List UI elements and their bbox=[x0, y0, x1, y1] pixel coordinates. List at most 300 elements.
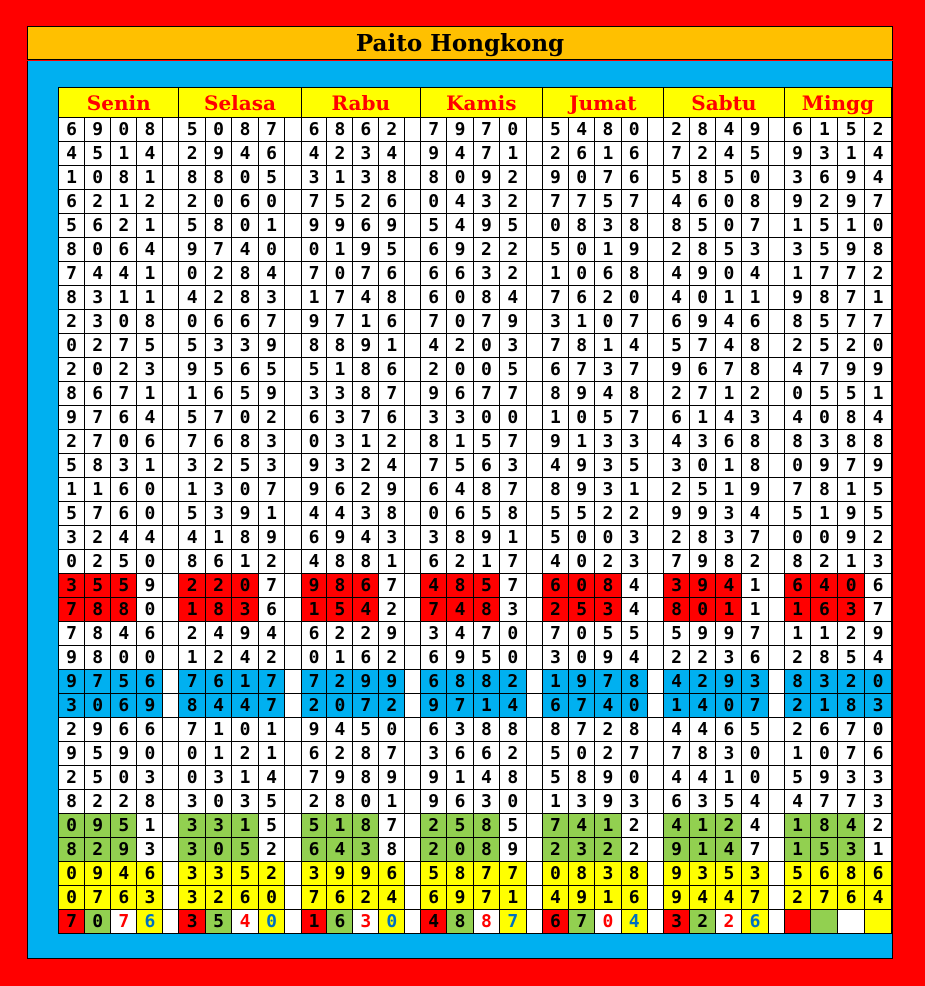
column-gap bbox=[405, 358, 421, 382]
digit-cell: 6 bbox=[865, 574, 892, 598]
paito-row bbox=[59, 166, 892, 190]
digit-cell: 1 bbox=[353, 310, 379, 334]
paito-row bbox=[59, 526, 892, 550]
digit-cell: 0 bbox=[716, 214, 742, 238]
digit-cell: 4 bbox=[865, 166, 892, 190]
digit-cell: 1 bbox=[784, 262, 811, 286]
digit-cell: 1 bbox=[742, 574, 768, 598]
digit-cell: 9 bbox=[59, 670, 85, 694]
digit-cell: 6 bbox=[232, 358, 258, 382]
column-gap bbox=[768, 550, 784, 574]
digit-cell: 8 bbox=[59, 838, 85, 862]
digit-cell: 4 bbox=[420, 574, 446, 598]
digit-cell: 0 bbox=[742, 742, 768, 766]
digit-cell: 3 bbox=[205, 766, 231, 790]
digit-cell: 1 bbox=[542, 670, 568, 694]
digit-cell: 5 bbox=[811, 310, 838, 334]
digit-cell: 2 bbox=[205, 886, 231, 910]
digit-cell: 1 bbox=[353, 430, 379, 454]
digit-cell: 7 bbox=[784, 478, 811, 502]
paito-row bbox=[59, 910, 892, 934]
column-gap bbox=[647, 118, 663, 142]
digit-cell: 9 bbox=[690, 550, 716, 574]
digit-cell: 8 bbox=[811, 286, 838, 310]
digit-cell: 0 bbox=[179, 310, 205, 334]
column-gap bbox=[768, 406, 784, 430]
digit-cell: 3 bbox=[690, 862, 716, 886]
digit-cell: 9 bbox=[621, 238, 647, 262]
digit-cell: 8 bbox=[327, 790, 353, 814]
column-gap bbox=[163, 646, 179, 670]
digit-cell: 3 bbox=[500, 454, 526, 478]
digit-cell: 8 bbox=[85, 598, 111, 622]
paito-row bbox=[59, 622, 892, 646]
digit-cell: 1 bbox=[301, 598, 327, 622]
digit-cell: 1 bbox=[569, 310, 595, 334]
digit-cell: 6 bbox=[232, 886, 258, 910]
column-gap bbox=[285, 142, 301, 166]
digit-cell: 4 bbox=[742, 262, 768, 286]
digit-cell: 4 bbox=[111, 526, 137, 550]
digit-cell: 9 bbox=[420, 790, 446, 814]
digit-cell: 8 bbox=[137, 790, 163, 814]
digit-cell: 8 bbox=[838, 430, 865, 454]
digit-cell: 5 bbox=[447, 814, 473, 838]
column-gap bbox=[285, 166, 301, 190]
digit-cell: 7 bbox=[301, 766, 327, 790]
digit-cell: 6 bbox=[232, 310, 258, 334]
column-gap bbox=[285, 238, 301, 262]
digit-cell: 2 bbox=[353, 190, 379, 214]
digit-cell: 6 bbox=[542, 358, 568, 382]
paito-row bbox=[59, 886, 892, 910]
digit-cell: 7 bbox=[85, 502, 111, 526]
digit-cell: 7 bbox=[716, 358, 742, 382]
digit-cell: 8 bbox=[784, 430, 811, 454]
digit-cell: 2 bbox=[663, 382, 689, 406]
digit-cell: 2 bbox=[59, 310, 85, 334]
digit-cell: 5 bbox=[716, 166, 742, 190]
digit-cell: 2 bbox=[59, 766, 85, 790]
digit-cell: 2 bbox=[500, 166, 526, 190]
digit-cell: 0 bbox=[111, 646, 137, 670]
digit-cell: 2 bbox=[716, 814, 742, 838]
digit-cell: 4 bbox=[447, 190, 473, 214]
digit-cell: 2 bbox=[865, 526, 892, 550]
digit-cell: 4 bbox=[327, 502, 353, 526]
digit-cell: 8 bbox=[621, 862, 647, 886]
column-gap bbox=[163, 142, 179, 166]
digit-cell: 7 bbox=[258, 670, 284, 694]
digit-cell: 5 bbox=[542, 238, 568, 262]
digit-cell: 9 bbox=[447, 646, 473, 670]
digit-cell: 1 bbox=[811, 118, 838, 142]
digit-cell: 1 bbox=[137, 262, 163, 286]
digit-cell: 1 bbox=[232, 550, 258, 574]
digit-cell: 5 bbox=[811, 838, 838, 862]
digit-cell: 9 bbox=[716, 670, 742, 694]
digit-cell: 5 bbox=[811, 238, 838, 262]
digit-cell: 3 bbox=[690, 790, 716, 814]
column-gap bbox=[285, 742, 301, 766]
digit-cell: 7 bbox=[301, 262, 327, 286]
paito-row bbox=[59, 118, 892, 142]
digit-cell: 0 bbox=[690, 454, 716, 478]
digit-cell: 5 bbox=[420, 214, 446, 238]
digit-cell: 4 bbox=[205, 694, 231, 718]
column-gap bbox=[163, 718, 179, 742]
digit-cell: 8 bbox=[85, 646, 111, 670]
column-gap bbox=[163, 454, 179, 478]
digit-cell: 6 bbox=[232, 190, 258, 214]
digit-cell: 7 bbox=[621, 358, 647, 382]
digit-cell: 8 bbox=[420, 166, 446, 190]
digit-cell: 1 bbox=[716, 382, 742, 406]
digit-cell: 6 bbox=[447, 502, 473, 526]
digit-cell: 6 bbox=[137, 430, 163, 454]
digit-cell: 2 bbox=[420, 814, 446, 838]
digit-cell: 5 bbox=[473, 646, 499, 670]
column-gap bbox=[768, 526, 784, 550]
digit-cell: 6 bbox=[327, 478, 353, 502]
digit-cell: 6 bbox=[111, 886, 137, 910]
digit-cell: 2 bbox=[865, 814, 892, 838]
digit-cell: 4 bbox=[137, 142, 163, 166]
digit-cell: 5 bbox=[327, 598, 353, 622]
digit-cell: 6 bbox=[447, 382, 473, 406]
digit-cell: 5 bbox=[420, 862, 446, 886]
digit-cell: 5 bbox=[500, 214, 526, 238]
digit-cell: 4 bbox=[784, 406, 811, 430]
page-title: Paito Hongkong bbox=[27, 26, 893, 60]
digit-cell: 4 bbox=[690, 766, 716, 790]
digit-cell: 5 bbox=[111, 670, 137, 694]
digit-cell: 7 bbox=[595, 166, 621, 190]
digit-cell: 5 bbox=[111, 550, 137, 574]
digit-cell: 3 bbox=[595, 862, 621, 886]
digit-cell: 8 bbox=[838, 406, 865, 430]
digit-cell: 7 bbox=[663, 142, 689, 166]
digit-cell: 9 bbox=[838, 526, 865, 550]
digit-cell: 9 bbox=[137, 574, 163, 598]
digit-cell: 5 bbox=[258, 358, 284, 382]
column-gap bbox=[285, 310, 301, 334]
digit-cell: 3 bbox=[663, 910, 689, 934]
paito-row bbox=[59, 142, 892, 166]
digit-cell: 3 bbox=[784, 166, 811, 190]
digit-cell: 3 bbox=[205, 862, 231, 886]
column-gap bbox=[526, 118, 542, 142]
digit-cell: 3 bbox=[621, 790, 647, 814]
column-gap bbox=[163, 310, 179, 334]
column-gap bbox=[647, 622, 663, 646]
digit-cell: 7 bbox=[379, 814, 405, 838]
digit-cell: 6 bbox=[137, 862, 163, 886]
digit-cell: 7 bbox=[258, 694, 284, 718]
digit-cell: 4 bbox=[621, 910, 647, 934]
digit-cell: 3 bbox=[179, 790, 205, 814]
digit-cell: 3 bbox=[301, 862, 327, 886]
column-gap bbox=[647, 358, 663, 382]
digit-cell: 5 bbox=[179, 502, 205, 526]
digit-cell: 0 bbox=[327, 262, 353, 286]
column-gap bbox=[647, 190, 663, 214]
digit-cell: 4 bbox=[542, 886, 568, 910]
digit-cell: 6 bbox=[811, 166, 838, 190]
digit-cell: 1 bbox=[179, 598, 205, 622]
digit-cell: 3 bbox=[865, 550, 892, 574]
column-gap bbox=[768, 166, 784, 190]
digit-cell: 2 bbox=[473, 238, 499, 262]
digit-cell: 9 bbox=[811, 454, 838, 478]
digit-cell: 7 bbox=[690, 382, 716, 406]
digit-cell: 0 bbox=[85, 238, 111, 262]
digit-cell: 4 bbox=[663, 670, 689, 694]
digit-cell: 4 bbox=[542, 454, 568, 478]
digit-cell: 1 bbox=[716, 598, 742, 622]
digit-cell: 4 bbox=[595, 694, 621, 718]
digit-cell: 0 bbox=[865, 214, 892, 238]
digit-cell: 6 bbox=[353, 574, 379, 598]
digit-cell: 4 bbox=[742, 502, 768, 526]
digit-cell: 9 bbox=[690, 622, 716, 646]
digit-cell: 7 bbox=[420, 118, 446, 142]
digit-cell: 7 bbox=[500, 574, 526, 598]
digit-cell: 8 bbox=[179, 694, 205, 718]
column-gap bbox=[768, 286, 784, 310]
digit-cell: 7 bbox=[111, 382, 137, 406]
digit-cell: 4 bbox=[473, 766, 499, 790]
column-gap bbox=[163, 574, 179, 598]
digit-cell: 1 bbox=[663, 694, 689, 718]
digit-cell: 0 bbox=[716, 262, 742, 286]
digit-cell: 8 bbox=[542, 478, 568, 502]
digit-cell: 2 bbox=[420, 838, 446, 862]
digit-cell: 2 bbox=[865, 262, 892, 286]
digit-cell: 4 bbox=[716, 886, 742, 910]
digit-cell: 2 bbox=[595, 502, 621, 526]
digit-cell: 2 bbox=[205, 286, 231, 310]
digit-cell: 4 bbox=[663, 766, 689, 790]
column-gap bbox=[647, 574, 663, 598]
digit-cell: 3 bbox=[838, 766, 865, 790]
digit-cell: 0 bbox=[137, 550, 163, 574]
paito-row bbox=[59, 766, 892, 790]
digit-cell: 3 bbox=[716, 742, 742, 766]
column-gap bbox=[526, 718, 542, 742]
column-gap bbox=[526, 814, 542, 838]
digit-cell: 1 bbox=[542, 790, 568, 814]
digit-cell: 1 bbox=[179, 646, 205, 670]
column-gap bbox=[405, 262, 421, 286]
digit-cell: 7 bbox=[838, 718, 865, 742]
digit-cell: 1 bbox=[838, 142, 865, 166]
digit-cell: 0 bbox=[716, 694, 742, 718]
digit-cell: 9 bbox=[353, 334, 379, 358]
column-gap bbox=[526, 694, 542, 718]
digit-cell: 6 bbox=[542, 910, 568, 934]
digit-cell: 7 bbox=[258, 118, 284, 142]
column-gap bbox=[526, 310, 542, 334]
digit-cell: 0 bbox=[447, 286, 473, 310]
column-gap bbox=[163, 286, 179, 310]
column-gap bbox=[285, 478, 301, 502]
digit-cell: 1 bbox=[500, 886, 526, 910]
column-gap bbox=[285, 886, 301, 910]
digit-cell: 6 bbox=[621, 886, 647, 910]
digit-cell: 8 bbox=[621, 214, 647, 238]
digit-cell: 0 bbox=[258, 910, 284, 934]
digit-cell: 7 bbox=[301, 670, 327, 694]
digit-cell: 3 bbox=[838, 598, 865, 622]
column-gap bbox=[526, 766, 542, 790]
digit-cell: 7 bbox=[811, 790, 838, 814]
digit-cell: 3 bbox=[811, 430, 838, 454]
digit-cell: 9 bbox=[353, 862, 379, 886]
column-gap bbox=[405, 406, 421, 430]
digit-cell: 6 bbox=[327, 910, 353, 934]
column-gap bbox=[405, 886, 421, 910]
digit-cell: 4 bbox=[258, 766, 284, 790]
digit-cell: 2 bbox=[663, 118, 689, 142]
column-gap bbox=[768, 238, 784, 262]
digit-cell: 2 bbox=[258, 862, 284, 886]
digit-cell: 0 bbox=[473, 358, 499, 382]
digit-cell: 3 bbox=[716, 646, 742, 670]
digit-cell: 0 bbox=[205, 118, 231, 142]
column-gap bbox=[285, 214, 301, 238]
digit-cell: 4 bbox=[716, 334, 742, 358]
column-gap bbox=[405, 286, 421, 310]
digit-cell: 7 bbox=[742, 622, 768, 646]
column-gap bbox=[405, 190, 421, 214]
digit-cell: 6 bbox=[716, 718, 742, 742]
column-gap bbox=[163, 262, 179, 286]
digit-cell: 0 bbox=[111, 118, 137, 142]
digit-cell: 0 bbox=[742, 766, 768, 790]
digit-cell: 5 bbox=[327, 190, 353, 214]
digit-cell: 6 bbox=[742, 310, 768, 334]
digit-cell: 0 bbox=[258, 886, 284, 910]
column-gap bbox=[285, 550, 301, 574]
digit-cell: 6 bbox=[353, 118, 379, 142]
digit-cell: 5 bbox=[301, 814, 327, 838]
column-gap bbox=[526, 622, 542, 646]
digit-cell: 0 bbox=[111, 766, 137, 790]
column-gap bbox=[163, 814, 179, 838]
digit-cell: 7 bbox=[742, 214, 768, 238]
digit-cell: 3 bbox=[205, 478, 231, 502]
column-gap bbox=[526, 406, 542, 430]
digit-cell: 4 bbox=[85, 262, 111, 286]
digit-cell: 4 bbox=[353, 286, 379, 310]
digit-cell: 7 bbox=[742, 694, 768, 718]
digit-cell: 8 bbox=[447, 910, 473, 934]
column-gap bbox=[405, 814, 421, 838]
column-gap bbox=[405, 454, 421, 478]
digit-cell: 0 bbox=[784, 382, 811, 406]
digit-cell: 5 bbox=[473, 502, 499, 526]
digit-cell: 6 bbox=[379, 310, 405, 334]
digit-cell: 0 bbox=[784, 526, 811, 550]
column-gap bbox=[285, 598, 301, 622]
digit-cell: 0 bbox=[232, 406, 258, 430]
digit-cell: 5 bbox=[784, 862, 811, 886]
digit-cell: 3 bbox=[59, 574, 85, 598]
digit-cell: 1 bbox=[327, 166, 353, 190]
digit-cell: 3 bbox=[137, 838, 163, 862]
digit-cell: 7 bbox=[542, 622, 568, 646]
digit-cell: 4 bbox=[716, 310, 742, 334]
paito-row bbox=[59, 190, 892, 214]
digit-cell: 8 bbox=[205, 214, 231, 238]
digit-cell: 7 bbox=[621, 742, 647, 766]
digit-cell: 5 bbox=[232, 862, 258, 886]
digit-cell: 1 bbox=[137, 166, 163, 190]
digit-cell: 3 bbox=[258, 454, 284, 478]
digit-cell: 5 bbox=[690, 478, 716, 502]
digit-cell: 2 bbox=[838, 670, 865, 694]
digit-cell: 2 bbox=[500, 262, 526, 286]
digit-cell: 1 bbox=[301, 286, 327, 310]
digit-cell: 3 bbox=[811, 670, 838, 694]
digit-cell: 0 bbox=[569, 646, 595, 670]
digit-cell: 8 bbox=[353, 382, 379, 406]
digit-cell: 0 bbox=[690, 286, 716, 310]
paito-row bbox=[59, 790, 892, 814]
digit-cell: 9 bbox=[865, 358, 892, 382]
digit-cell: 7 bbox=[111, 910, 137, 934]
digit-cell: 4 bbox=[663, 286, 689, 310]
digit-cell: 8 bbox=[232, 430, 258, 454]
digit-cell: 6 bbox=[301, 118, 327, 142]
digit-cell: 9 bbox=[569, 382, 595, 406]
digit-cell: 5 bbox=[542, 526, 568, 550]
digit-cell: 8 bbox=[473, 910, 499, 934]
column-gap bbox=[405, 862, 421, 886]
digit-cell: 1 bbox=[595, 238, 621, 262]
digit-cell: 0 bbox=[542, 862, 568, 886]
column-gap bbox=[647, 382, 663, 406]
column-gap bbox=[405, 622, 421, 646]
paito-row bbox=[59, 310, 892, 334]
digit-cell: 9 bbox=[353, 670, 379, 694]
digit-cell: 6 bbox=[379, 358, 405, 382]
digit-cell: 8 bbox=[179, 166, 205, 190]
digit-cell: 3 bbox=[301, 382, 327, 406]
digit-cell: 3 bbox=[59, 526, 85, 550]
digit-cell: 8 bbox=[447, 862, 473, 886]
column-gap bbox=[285, 790, 301, 814]
digit-cell: 6 bbox=[111, 694, 137, 718]
digit-cell: 8 bbox=[621, 382, 647, 406]
digit-cell: 0 bbox=[811, 406, 838, 430]
digit-cell: 4 bbox=[621, 574, 647, 598]
digit-cell: 3 bbox=[742, 670, 768, 694]
digit-cell: 3 bbox=[353, 166, 379, 190]
digit-cell: 9 bbox=[205, 142, 231, 166]
digit-cell: 4 bbox=[447, 622, 473, 646]
digit-cell: 7 bbox=[542, 286, 568, 310]
digit-cell: 5 bbox=[85, 742, 111, 766]
digit-cell: 0 bbox=[500, 118, 526, 142]
digit-cell: 7 bbox=[742, 838, 768, 862]
digit-cell: 4 bbox=[865, 886, 892, 910]
digit-cell: 4 bbox=[690, 718, 716, 742]
digit-cell: 6 bbox=[379, 190, 405, 214]
digit-cell: 5 bbox=[542, 742, 568, 766]
digit-cell: 6 bbox=[663, 790, 689, 814]
